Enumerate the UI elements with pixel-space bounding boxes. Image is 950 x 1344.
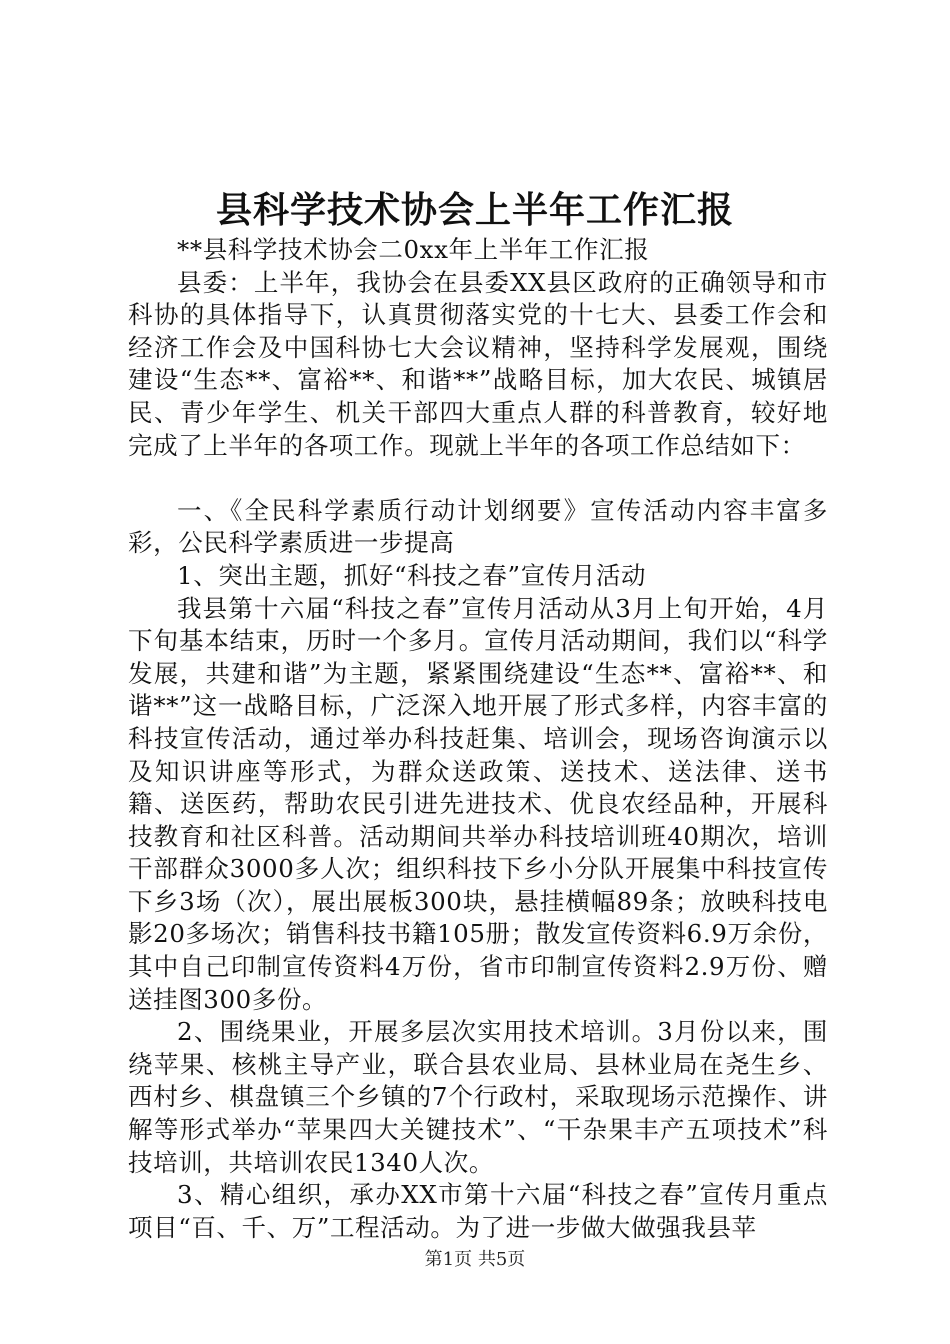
paragraph-section-heading: 一、《全民科学素质行动计划纲要》宣传活动内容丰富多彩，公民科学素质进一步提高 xyxy=(128,495,828,558)
paragraph-item-2: 2、围绕果业，开展多层次实用技术培训。3月份以来，围绕苹果、核桃主导产业，联合县农业局、县林业局在尧生乡、西村乡、棋盘镇三个乡镇的7个行政村，采取现场示范操作、讲解等形式举办“苹果四大关键技术”、“干杂果丰产五项技术”科技培训，共培训农民1340人次。 xyxy=(128,1017,828,1177)
paragraph-item-3: 3、精心组织，承办XX市第十六届“科技之春”宣传月重点项目“百、千、万”工程活动。为了进一步做大做强我县苹 xyxy=(128,1180,828,1242)
paragraph-intro: 县委：上半年，我协会在县委XX县区政府的正确领导和市科协的具体指导下，认真贯彻落实党的十七大、县委工作会和经济工作会及中国科协七大会议精神，坚持科学发展观，围绕建设“生态**、富裕**、和谐**”战略目标，加大农民、城镇居民、青少年学生、机关干部四大重点人群的科普教育，较好地完成了上半年的各项工作。现就上半年的各项工作总结如下： xyxy=(128,267,828,460)
document-body xyxy=(128,234,828,1244)
paragraph-item-1-body: 我县第十六届“科技之春”宣传月活动从3月上旬开始，4月下旬基本结束，历时一个多月。宣传月活动期间，我们以“科学发展，共建和谐”为主题，紧紧围绕建设“生态**、富裕**、和谐**”这一战略目标，广泛深入地开展了形式多样，内容丰富的科技宣传活动，通过举办科技赶集、培训会，现场咨询演示以及知识讲座等形式，为群众送政策、送技术、送法律、送书籍、送医药，帮助农民引进先进技术、优良农经品种，开展科技教育和社区科普。活动期间共举办科技培训班40期次，培训干部群众3000多人次；组织科技下乡小分队开展集中科技宣传下乡3场（次），展出展板300块，悬挂横幅89条；放映科技电影20多场次；销售科技书籍105册；散发宣传资料6.9万余份，其中自己印制宣传资料4万份，省市印制宣传资料2.9万份、赠送挂图300多份。 xyxy=(128,593,828,1014)
paragraph-subtitle: **县科学技术协会二0xx年上半年工作汇报 xyxy=(177,235,650,264)
page-footer: 第1页 共5页 xyxy=(424,1249,526,1270)
document-title: 县科学技术协会上半年工作汇报 xyxy=(215,189,734,231)
paragraph-item-1-heading: 1、突出主题，抓好“科技之春”宣传月活动 xyxy=(177,560,647,590)
